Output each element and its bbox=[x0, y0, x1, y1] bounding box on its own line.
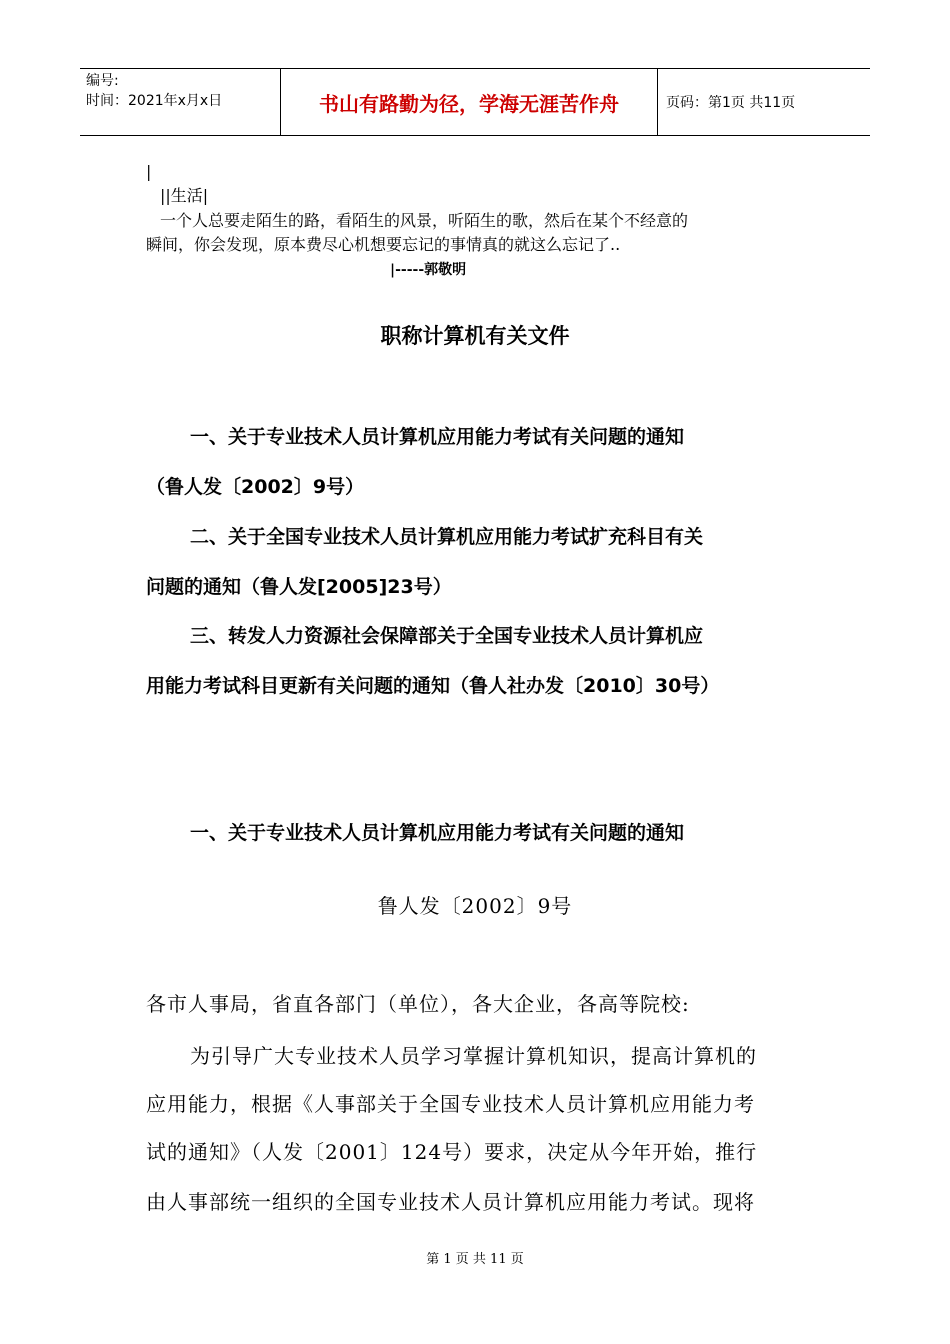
paragraph-line-1: 为引导广大专业技术人员学习掌握计算机知识，提高计算机的 bbox=[190, 1044, 757, 1068]
toc-item-2-line-1: 二、关于全国专业技术人员计算机应用能力考试扩充科目有关 bbox=[190, 526, 704, 548]
header-number: 编号: bbox=[86, 73, 119, 89]
paragraph-line-2: 应用能力，根据《人事部关于全国专业技术人员计算机应用能力考 bbox=[146, 1092, 755, 1116]
section-title: 一、关于专业技术人员计算机应用能力考试有关问题的通知 bbox=[190, 822, 685, 844]
toc-item-3-line-2: 用能力考试科目更新有关问题的通知（鲁人社办发〔2010〕30号） bbox=[146, 675, 720, 697]
page-header bbox=[80, 68, 870, 136]
intro-line-2: 瞬间，你会发现，原本费尽心机想要忘记的事情真的就这么忘记了.. bbox=[146, 235, 621, 254]
header-page-number: 页码：第1页 共11页 bbox=[666, 95, 796, 111]
intro-bar: | bbox=[146, 162, 152, 181]
toc-item-1-line-2: （鲁人发〔2002〕9号） bbox=[146, 476, 365, 498]
header-motto: 书山有路勤为径，学海无涯苦作舟 bbox=[280, 69, 658, 135]
paragraph-line-4: 由人事部统一组织的全国专业技术人员计算机应用能力考试。现将 bbox=[146, 1190, 755, 1214]
intro-author: |-----郭敬明 bbox=[390, 262, 467, 278]
section-doc-number: 鲁人发〔2002〕9号 bbox=[377, 894, 573, 918]
intro-tag: ||生活| bbox=[160, 186, 209, 205]
intro-line-1: 一个人总要走陌生的路，看陌生的风景，听陌生的歌，然后在某个不经意的 bbox=[160, 211, 689, 230]
header-time: 时间：2021年x月x日 bbox=[86, 93, 223, 109]
paragraph-line-3: 试的通知》（人发〔2001〕124号）要求，决定从今年开始，推行 bbox=[146, 1140, 758, 1164]
toc-item-2-line-2: 问题的通知（鲁人发[2005]23号） bbox=[146, 576, 452, 598]
toc-item-1-line-1: 一、关于专业技术人员计算机应用能力考试有关问题的通知 bbox=[190, 426, 685, 448]
page-footer: 第 1 页 共 11 页 bbox=[426, 1252, 524, 1267]
salutation: 各市人事局，省直各部门（单位），各大企业，各高等院校: bbox=[146, 992, 690, 1016]
document-title: 职称计算机有关文件 bbox=[380, 324, 570, 348]
header-meta bbox=[80, 69, 280, 135]
toc-item-3-line-1: 三、转发人力资源社会保障部关于全国专业技术人员计算机应 bbox=[190, 625, 704, 647]
